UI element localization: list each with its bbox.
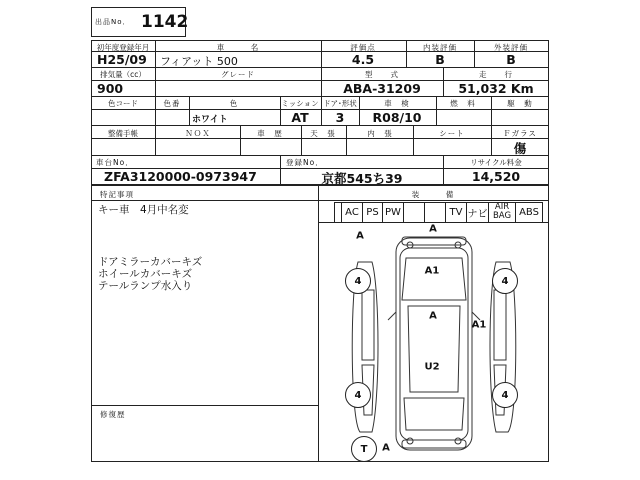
spare-tire: T — [351, 436, 377, 462]
equip-ps: PS — [362, 202, 382, 222]
note-line: ドアミラーカバーキズ — [98, 256, 203, 268]
equip-pw: PW — [382, 202, 403, 222]
color-no-label: 色番 — [163, 99, 181, 108]
color-value: ホワイト — [192, 115, 228, 125]
lot-number: 1142 — [141, 12, 189, 32]
equip-airbag: AIR BAG — [488, 202, 515, 222]
interior-score-label: 内装評価 — [423, 43, 457, 52]
interior-score-value: B — [435, 52, 445, 67]
first-reg-value: H25/09 — [97, 52, 147, 67]
equip-navi: ナビ — [466, 202, 488, 222]
fuel-label: 燃 料 — [450, 99, 476, 108]
seat-label: シート — [439, 129, 465, 138]
inspection-label: 車 検 — [384, 99, 410, 108]
first-reg-label: 初年度登録年月 — [96, 43, 150, 52]
model-label: 型 式 — [365, 70, 399, 79]
recycle-value: 14,520 — [471, 169, 521, 184]
note-line: テールランプ水入り — [98, 280, 193, 292]
reg-value: 京都545ち39 — [321, 171, 403, 186]
score-label: 評価点 — [350, 43, 376, 52]
exterior-score-label: 外装評価 — [494, 43, 528, 52]
tire-front-right: 4 — [492, 268, 518, 294]
equip-abs: ABS — [515, 202, 542, 222]
tire-rear-left: 4 — [345, 382, 371, 408]
inspection-value: R08/10 — [372, 110, 422, 125]
equip-blank-2 — [424, 202, 445, 222]
damage-mark: A — [429, 310, 437, 322]
car-name-value: フィアット 500 — [160, 55, 238, 68]
notes-title: 特記事項 — [100, 190, 134, 199]
damage-mark: A — [429, 223, 437, 235]
displacement-label: 排気量（cc） — [100, 70, 146, 79]
chassis-value: ZFA3120000-0973947 — [104, 169, 257, 184]
exterior-score-value: B — [506, 52, 516, 67]
mileage-value: 51,032 Km — [458, 81, 534, 96]
doors-label: ドア･形状 — [323, 99, 357, 108]
car-name-label: 車 名 — [216, 43, 260, 52]
roof-label: 天 張 — [310, 129, 336, 138]
damage-mark: A1 — [471, 319, 487, 331]
model-value: ABA-31209 — [343, 81, 421, 96]
damage-mark: A1 — [424, 265, 440, 277]
damage-mark: U2 — [424, 361, 440, 373]
mileage-label: 走 行 — [479, 70, 513, 79]
reg-label: 登録No． — [286, 158, 324, 167]
lot-number-label: 出品No． — [95, 18, 131, 26]
chassis-label: 車台No． — [96, 158, 134, 167]
note-line: キー車 4月中名変 — [98, 204, 189, 216]
transmission-label: ミッション — [281, 99, 319, 108]
recycle-label: リサイクル料金 — [470, 158, 522, 167]
tire-rear-right: 4 — [492, 382, 518, 408]
note-line: ホイールカバーキズ — [98, 268, 193, 280]
history-label: 車 歴 — [257, 129, 283, 138]
glass-label: Ｆガラス — [503, 129, 537, 138]
equip-blank — [403, 202, 424, 222]
equipment-title: 装 備 — [411, 190, 455, 199]
grade-label: グレード — [221, 70, 255, 79]
manual-label: 整備手帳 — [108, 129, 138, 138]
tire-front-left: 4 — [345, 268, 371, 294]
transmission-value: AT — [291, 110, 309, 125]
repair-history-title: 修復歴 — [100, 410, 126, 419]
damage-mark: A — [356, 230, 364, 242]
drive-label: 駆 動 — [507, 99, 533, 108]
color-code-label: 色コード — [108, 99, 138, 108]
displacement-value: 900 — [97, 81, 124, 96]
score-value: 4.5 — [351, 52, 375, 67]
damage-mark: A — [382, 442, 390, 454]
nox-label: ＮＯＸ — [185, 129, 211, 138]
equip-ac: AC — [341, 202, 362, 222]
color-label: 色 — [229, 99, 239, 108]
glass-value: 傷 — [513, 141, 527, 156]
interior-trim-label: 内 張 — [367, 129, 393, 138]
equip-tv: TV — [445, 202, 466, 222]
doors-value: 3 — [335, 110, 345, 125]
